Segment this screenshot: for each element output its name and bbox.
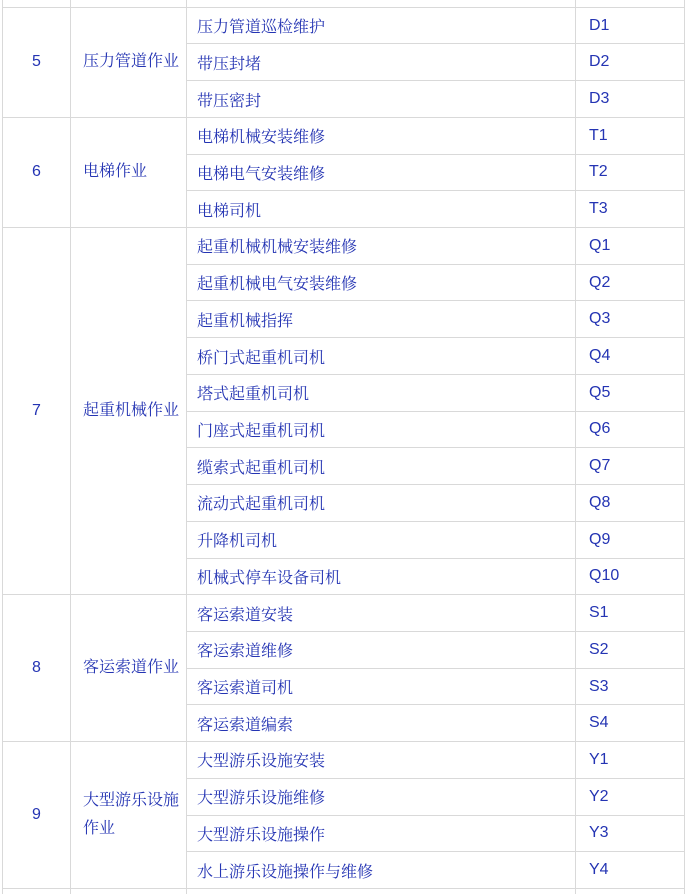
category-name: 客运索道作业: [71, 595, 187, 742]
clipped-cell: [576, 888, 685, 894]
clipped-cell: [71, 0, 187, 7]
item-code: S3: [576, 668, 685, 705]
item-name: 起重机械机械安装维修: [187, 228, 576, 265]
item-code: D3: [576, 81, 685, 118]
item-name: 客运索道司机: [187, 668, 576, 705]
item-name: 起重机械指挥: [187, 301, 576, 338]
category-table-body: [3, 0, 685, 894]
item-name: 压力管道巡检维护: [187, 7, 576, 44]
clipped-row-top: [3, 0, 685, 7]
clipped-row-bottom: [3, 888, 685, 894]
item-code: Y1: [576, 742, 685, 779]
item-name: 流动式起重机司机: [187, 485, 576, 522]
clipped-cell: [187, 888, 576, 894]
item-name: 机械式停车设备司机: [187, 558, 576, 595]
item-code: T3: [576, 191, 685, 228]
item-code: Q6: [576, 411, 685, 448]
item-code: S4: [576, 705, 685, 742]
item-code: Q3: [576, 301, 685, 338]
item-code: Q5: [576, 374, 685, 411]
item-name: 塔式起重机司机: [187, 374, 576, 411]
table-row: [3, 228, 685, 265]
item-name: 电梯电气安装维修: [187, 154, 576, 191]
table-row: [3, 595, 685, 632]
item-name: 门座式起重机司机: [187, 411, 576, 448]
item-name: 水上游乐设施操作与维修: [187, 852, 576, 889]
item-name: 带压封堵: [187, 44, 576, 81]
category-name: 压力管道作业: [71, 7, 187, 117]
item-code: Q8: [576, 485, 685, 522]
table-row: [3, 117, 685, 154]
item-name: 大型游乐设施维修: [187, 778, 576, 815]
item-code: Q9: [576, 521, 685, 558]
category-name: 大型游乐设施作业: [71, 742, 187, 889]
item-name: 客运索道安装: [187, 595, 576, 632]
item-name: 电梯机械安装维修: [187, 117, 576, 154]
item-code: Q1: [576, 228, 685, 265]
item-code: D1: [576, 7, 685, 44]
item-name: 电梯司机: [187, 191, 576, 228]
item-name: 大型游乐设施安装: [187, 742, 576, 779]
category-number: 7: [3, 228, 71, 595]
item-code: Q4: [576, 338, 685, 375]
item-code: Q2: [576, 264, 685, 301]
item-name: 缆索式起重机司机: [187, 448, 576, 485]
table-row: [3, 7, 685, 44]
item-name: 升降机司机: [187, 521, 576, 558]
item-code: S1: [576, 595, 685, 632]
item-code: Y3: [576, 815, 685, 852]
item-code: Q7: [576, 448, 685, 485]
category-name: 电梯作业: [71, 117, 187, 227]
item-code: S2: [576, 631, 685, 668]
special-equipment-category-table: [2, 0, 685, 894]
item-code: D2: [576, 44, 685, 81]
category-number: 8: [3, 595, 71, 742]
item-code: Q10: [576, 558, 685, 595]
item-name: 客运索道编索: [187, 705, 576, 742]
category-number: 9: [3, 742, 71, 889]
clipped-cell: [187, 0, 576, 7]
table-row: [3, 742, 685, 779]
item-name: 桥门式起重机司机: [187, 338, 576, 375]
item-name: 起重机械电气安装维修: [187, 264, 576, 301]
item-name: 客运索道维修: [187, 631, 576, 668]
item-code: Y2: [576, 778, 685, 815]
clipped-cell: [3, 888, 71, 894]
item-name: 带压密封: [187, 81, 576, 118]
clipped-cell: [576, 0, 685, 7]
item-code: T1: [576, 117, 685, 154]
category-number: 6: [3, 117, 71, 227]
item-code: Y4: [576, 852, 685, 889]
item-name: 大型游乐设施操作: [187, 815, 576, 852]
clipped-cell: [71, 888, 187, 894]
category-number: 5: [3, 7, 71, 117]
category-name: 起重机械作业: [71, 228, 187, 595]
item-code: T2: [576, 154, 685, 191]
clipped-cell: [3, 0, 71, 7]
